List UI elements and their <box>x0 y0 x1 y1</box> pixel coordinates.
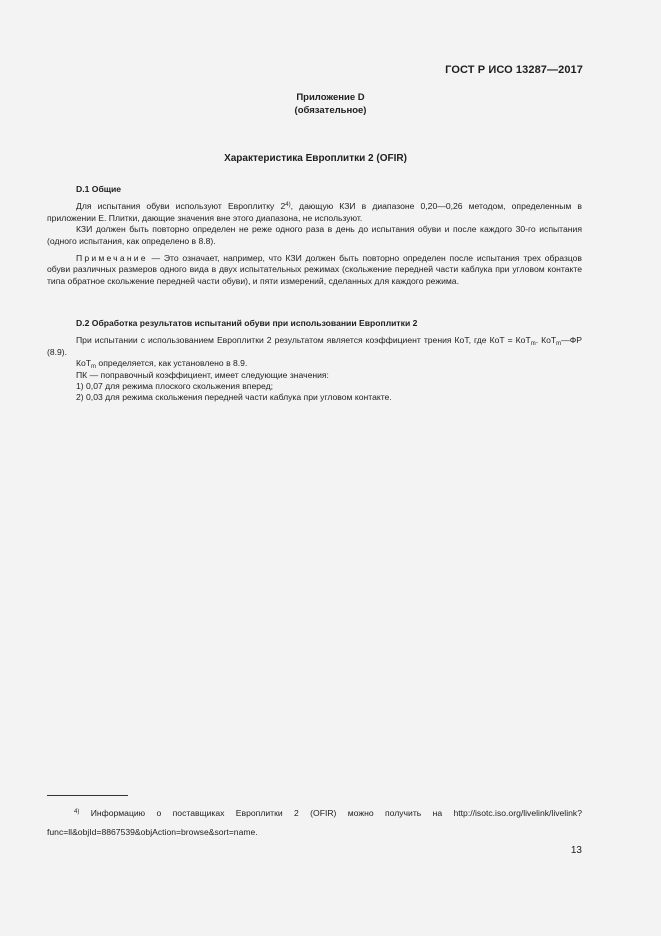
text-run: , дающую КЗИ в диапазоне 0,20—0,26 методом, определенным в приложении Е. Плитки, дающие значения вне этого диапазона, не используют. <box>47 201 582 223</box>
note-text: — Это означает, например, что КЗИ должен быть повторно определен после испытания трех образцов обуви различных размеров одного вида в двух испытательных режимах (скольжение передней части каблука при угловом контакте типа обратное скольжение передней части обуви), и пяти измерений, сделанных для каждого режима. <box>47 253 582 286</box>
text-run: . КоТ <box>535 335 557 346</box>
section-d2-paragraph-1 <box>47 335 582 358</box>
footnote-text: Информацию о поставщиках Европлитки 2 (OFIR) можно получить на http://isotc.iso.org/livelink/livelink?func=ll&objId=8867539&objAction=browse&sort=name. <box>47 808 582 837</box>
subscript: m <box>556 341 562 348</box>
list-item: 1) 0,07 для режима плоского скольжения вперед; <box>76 381 274 392</box>
appendix-status: (обязательное) <box>294 105 367 116</box>
section-d1-note <box>47 253 582 287</box>
footnote <box>47 804 582 842</box>
text-run: Для испытания обуви используют Европлитку 2 <box>76 201 286 212</box>
note-label: Примечание <box>76 253 148 264</box>
section-d2-paragraph-2 <box>47 358 582 369</box>
page-number: 13 <box>570 845 582 856</box>
standard-id: ГОСТ Р ИСО 13287—2017 <box>445 64 583 76</box>
section-d1 <box>47 184 582 287</box>
list-item: 2) 0,03 для режима скольжения передней части каблука при угловом контакте. <box>76 392 392 403</box>
section-d2-paragraph-3: ПК — поправочный коэффициент, имеет следующие значения: <box>76 369 329 380</box>
appendix-header <box>0 91 661 117</box>
section-d1-paragraph-1 <box>47 201 582 224</box>
footnote-number: 4) <box>74 809 80 815</box>
footnote-divider <box>47 795 128 796</box>
section-d2 <box>47 318 582 404</box>
subscript: m <box>91 364 97 371</box>
section-d1-heading: D.1 Общие <box>76 184 122 194</box>
text-run: При испытании с использованием Европлитки 2 результатом является коэффициент трения КоТ, где КоТ = КоТ <box>76 335 531 346</box>
footnote-ref: 4) <box>285 202 291 209</box>
text-run: —ФР (8.9). <box>47 335 582 357</box>
subscript: m <box>530 341 536 348</box>
appendix-title: Приложение D <box>296 92 365 103</box>
section-d2-heading: D.2 Обработка результатов испытаний обуви при использовании Европлитки 2 <box>76 318 418 328</box>
footnote-mark <box>47 808 79 818</box>
text-run: КоТ <box>76 358 92 369</box>
document-title: Характеристика Европлитки 2 (OFIR) <box>224 153 407 164</box>
section-d1-paragraph-2: КЗИ должен быть повторно определен не реже одного раза в день до испытания обуви и после каждого 30-го испытания (одного испытания, как определено в 8.8). <box>47 224 582 246</box>
text-run: определяется, как установлено в 8.9. <box>96 358 248 369</box>
